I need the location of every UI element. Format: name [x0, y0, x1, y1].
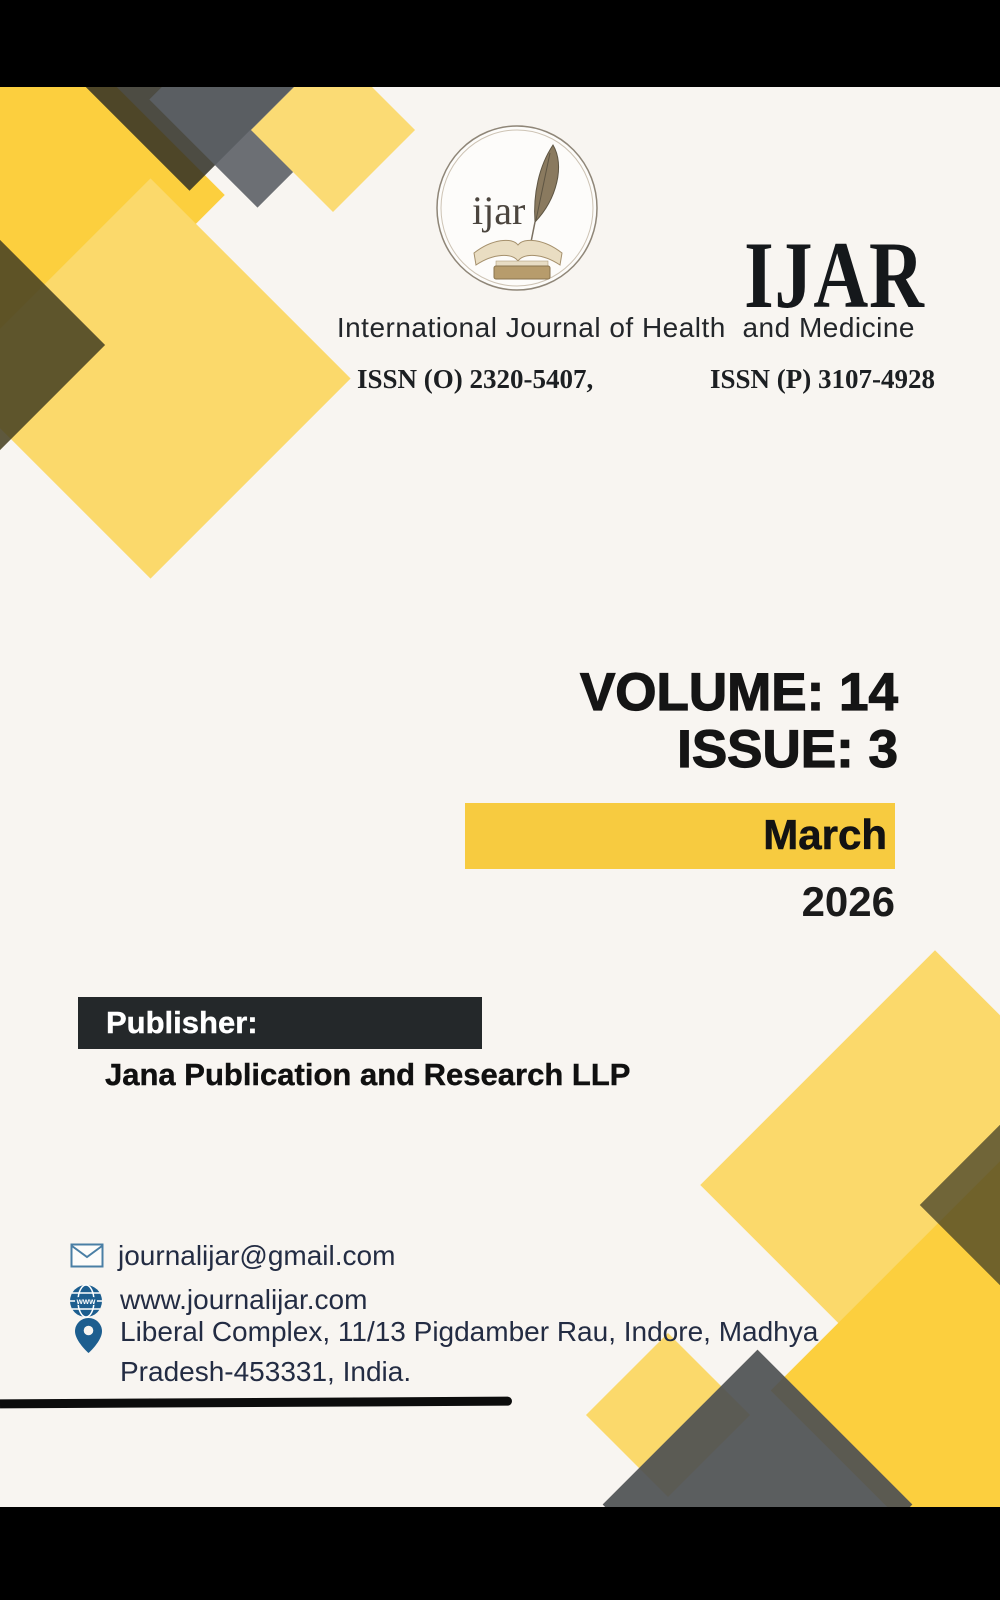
website-link[interactable]: www.journalijar.com — [120, 1284, 368, 1315]
journal-logo — [434, 123, 600, 293]
journal-title: International Journal of Health and Medicine — [336, 312, 915, 343]
location-pin-icon — [75, 1318, 102, 1358]
ijar-logo-graphic — [434, 123, 600, 293]
journal-acronym-wrap — [699, 222, 925, 328]
address-line-2: Pradesh-453331, India. — [120, 1356, 412, 1387]
journal-acronym: IJAR — [744, 222, 925, 328]
envelope-icon — [70, 1243, 104, 1273]
email-link[interactable]: journalijar@gmail.com — [118, 1240, 396, 1271]
logo-text: ijar — [472, 188, 526, 233]
publisher-box — [78, 997, 482, 1049]
issn-print: ISSN (P) 3107-4928 — [710, 364, 936, 394]
publisher-name: Jana Publication and Research LLP — [105, 1057, 631, 1092]
year-label: 2026 — [801, 878, 895, 925]
top-black-bar — [0, 0, 1000, 87]
address-line-1: Liberal Complex, 11/13 Pigdamber Rau, Indore, Madhya — [120, 1316, 819, 1347]
month-label: March — [763, 811, 887, 858]
volume-issue-block — [580, 664, 898, 778]
bottom-black-bar — [0, 1507, 1000, 1600]
closed-book-icon — [494, 266, 550, 279]
svg-text:www: www — [76, 1297, 96, 1306]
issn-online: ISSN (O) 2320-5407, — [357, 364, 594, 394]
bottom-rule — [0, 1397, 512, 1409]
volume-label: VOLUME: 14 — [579, 663, 898, 722]
month-band — [465, 803, 895, 869]
publisher-label: Publisher: — [106, 1005, 258, 1040]
issue-label: ISSUE: 3 — [677, 720, 898, 779]
address-text — [120, 1312, 818, 1392]
